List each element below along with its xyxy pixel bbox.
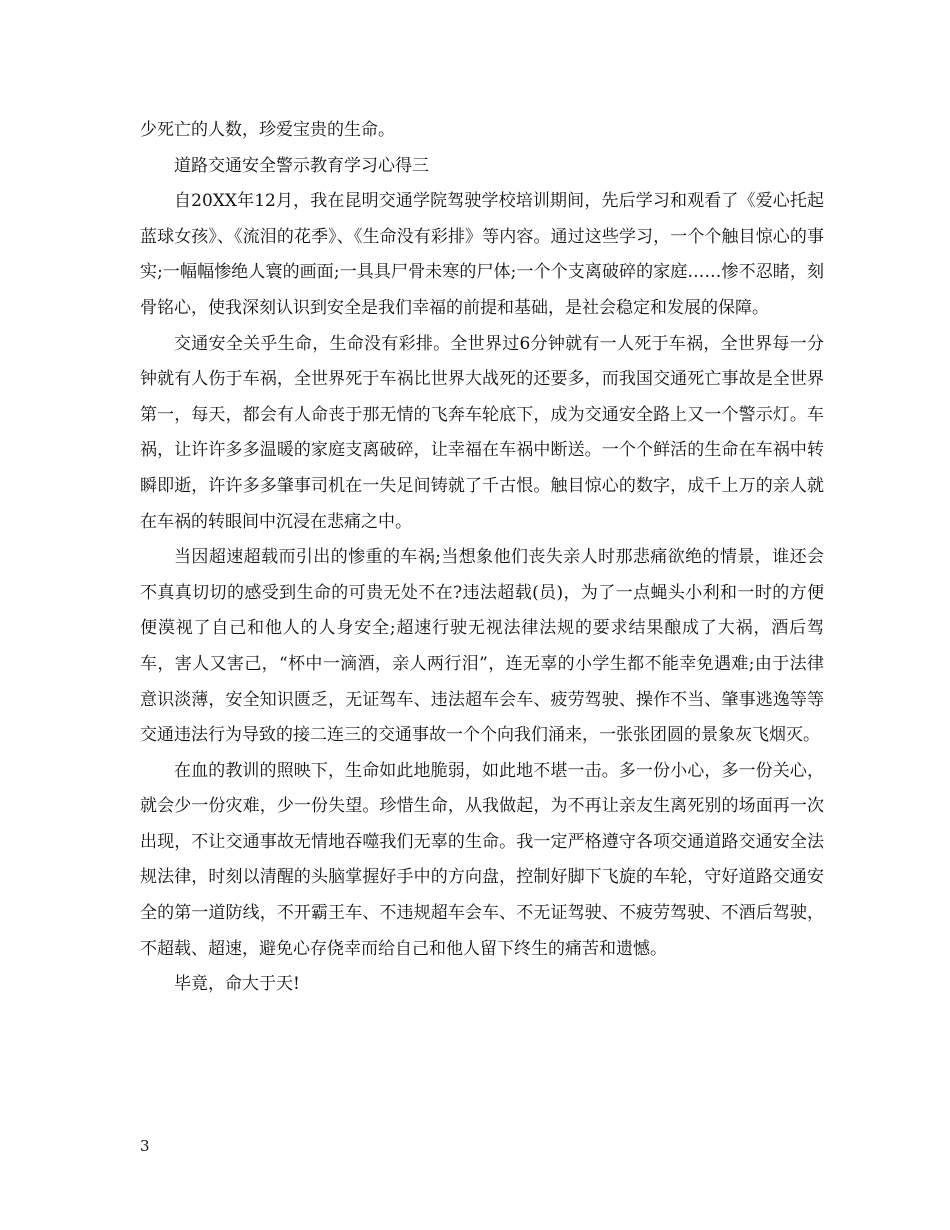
paragraph-closing: 毕竟，命大于天!	[174, 974, 300, 995]
paragraph: 自20XX年12月，我在昆明交通学院驾驶学校培训期间，先后学习和观看了《爱心托起蓝球女孩》、《流泪的花季》、《生命没有彩排》等内容。通过这些学习，一个个触目惊心的事实;一幅幅惨绝人寰的画面;一具具尸骨未寒的尸体;一个个支离破碎的家庭……惨不忍睹，刻骨铭心，使我深刻认识到安全是我们幸福的前提和基础，是社会稳定和发展的保障。	[140, 191, 824, 318]
page-number: 3	[140, 1137, 150, 1155]
paragraph: 交通安全关乎生命，生命没有彩排。全世界过6分钟就有一人死于车祸，全世界每一分钟就有人伤于车祸，全世界死于车祸比世界大战死的还要多，而我国交通死亡事故是全世界第一，每天，都会有人命丧于那无情的飞奔车轮底下，成为交通安全路上又一个警示灯。车祸，让许许多多温暖的家庭支离破碎，让幸福在车祸中断送。一个个鲜活的生命在车祸中转瞬即逝，许许多多肇事司机在一失足间铸就了千古恨。触目惊心的数字，成千上万的亲人就在车祸的转眼间中沉浸在悲痛之中。	[140, 333, 824, 532]
paragraph-continuation: 少死亡的人数，珍爱宝贵的生命。	[140, 120, 395, 140]
paragraph: 在血的教训的照映下，生命如此地脆弱，如此地不堪一击。多一份小心，多一份关心，就会少一份灾难，少一份失望。珍惜生命，从我做起，为不再让亲友生离死别的场面再一次出现，不让交通事故无情地吞噬我们无辜的生命。我一定严格遵守各项交通道路交通安全法规法律，时刻以清醒的头脑掌握好手中的方向盘，控制好脚下飞旋的车轮，守好道路交通安全的第一道防线，不开霸王车、不违规超车会车、不无证驾驶、不疲劳驾驶、不酒后驾驶，不超载、超速，避免心存侥幸而给自己和他人留下终生的痛苦和遗憾。	[140, 760, 824, 959]
document-body	[140, 113, 824, 1003]
section-heading: 道路交通安全警示教育学习心得三	[174, 155, 429, 176]
paragraph: 当因超速超载而引出的惨重的车祸;当想象他们丧失亲人时那悲痛欲绝的情景，谁还会不真真切切的感受到生命的可贵无处不在?违法超载(员)，为了一点蝇头小利和一时的方便便漠视了自己和他人的人身安全;超速行驶无视法律法规的要求结果酿成了大祸，酒后驾车，害人又害己，“杯中一滴酒，亲人两行泪”，连无辜的小学生都不能幸免遇难;由于法律意识淡薄，安全知识匮乏，无证驾车、违法超车会车、疲劳驾驶、操作不当、肇事逃逸等等交通违法行为导致的接二连三的交通事故一个个向我们涌来，一张张团圆的景象灰飞烟灭。	[140, 547, 824, 746]
